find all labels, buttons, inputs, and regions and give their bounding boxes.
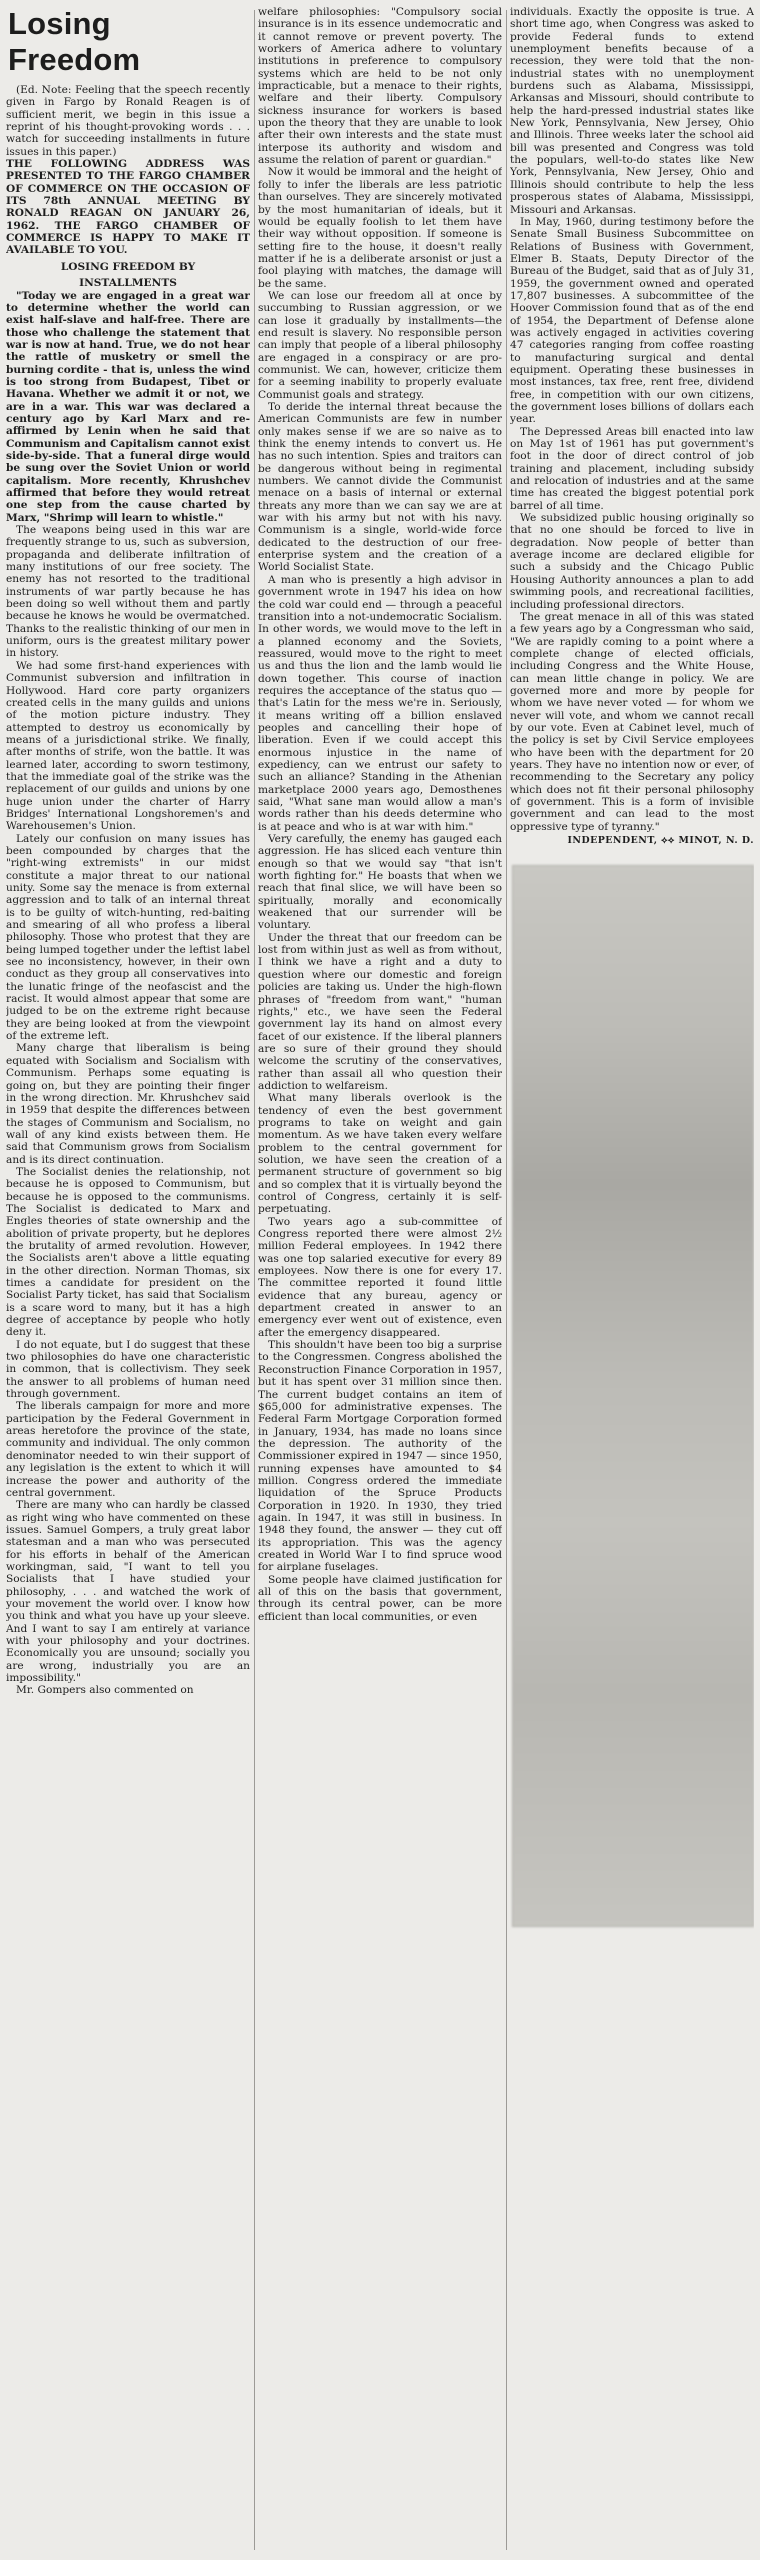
body-paragraph: The Depressed Areas bill enacted into law on May 1st of 1961 has put government's foot in the door of direct control of job training and placement, including subsidy and relocation of industries and at the same time has created the biggest potential pork barrel of all time.: [510, 425, 754, 512]
headline: Losing Freedom: [8, 6, 141, 77]
body-paragraph: Lately our confusion on many issues has been compounded by charges that the "right-wing extremists" in our midst constitute a major threat to our national unity. Some say the menace is from external aggression and to talk of an internal threat is to be guilty of witch-hunting, red-baiting and smearing of all who profess a liberal philosophy. Those who protest that they are being lumped together under the leftist label see no inconsistency, however, in their own conduct as they group all conservatives into the lunatic fringe of the neofascist and the racist. It would almost appear that some are judged to be on the extreme right because they are being looked at from the viewpoint of the extreme left.: [6, 832, 250, 1043]
body-paragraph: Now it would be immoral and the height of folly to infer the liberals are less patriotic than ourselves. They are sincerely motivated by the most humanitarian of ideals, but it would be equally foolish to let them have their way without opposition. If someone is setting fire to the house, it doesn't really matter if he is a deliberate arsonist or just a fool playing with matches, the damage will be the same.: [258, 166, 502, 290]
preamble: THE FOLLOWING ADDRESS WAS PRESENTED TO THE FARGO CHAMBER OF COMMERCE ON THE OCCASION OF ITS 78th ANNUAL MEETING BY RONALD REAGAN ON JANUARY 26, 1962. THE FARGO CHAMBER OF COMMERCE IS HAPPY TO MAKE IT AVAILABLE TO YOU.: [6, 158, 250, 257]
body-paragraph: We subsidized public housing originally so that no one should be forced to live in degradation. Now people of better than average income are declared eligible for such a subsidy and the Chicago Public Housing Authority announces a plan to add swimming pools, and recreational facilities, including professional directors.: [510, 512, 754, 611]
body-paragraph: Many charge that liberalism is being equated with Socialism and Socialism with Communism. Perhaps some equating is going on, but they are pointing their finger in the wrong direction. Mr. Khrushchev said in 1959 that despite the differences between the stages of Communism and Socialism, no wall of any kind exists between them. He said that Communism grows from Socialism and is its direct continuation.: [6, 1042, 250, 1166]
subhead-line-1: LOSING FREEDOM BY: [60, 260, 196, 273]
body-paragraph: welfare philosophies: "Compulsory social insurance is in its essence undemocratic and it cannot remove or prevent poverty. The workers of America adhere to voluntary institutions in preference to compulsory systems which are held to be not only impracticable, but a menace to their rights, welfare and their liberty. Compulsory sickness insurance for workers is based upon the theory that they are unable to look after their own interests and the state must interpose its authority and wisdom and assume the relation of parent or guardian.": [258, 6, 502, 167]
body-paragraph: We can lose our freedom all at once by succumbing to Russian aggression, or we can lose it gradually by installments—the end result is slavery. No responsible person can imply that people of a liberal philosophy are engaged in a conspiracy or are pro-communist. We can, however, criticize them for a seeming inability to properly evaluate Communist goals and strategy.: [258, 289, 502, 401]
body-paragraph: Very carefully, the enemy has gauged each aggression. He has sliced each venture thin enough so that we would say "that isn't worth fighting for." He boasts that when we reach that final slice, we will have been so spiritually, morally and economically weakened that our surrender will be voluntary.: [258, 833, 502, 932]
body-paragraph: The weapons being used in this war are frequently strange to us, such as subversion, propaganda and deliberate infiltration of many institutions of our free society. The enemy has not resorted to the traditional instruments of war partly because he has been doing so well without them and partly because he knows he would be overmatched. Thanks to the realistic thinking of our men in uniform, ours is the greatest military power in history.: [6, 524, 250, 660]
body-paragraph: I do not equate, but I do suggest that these two philosophies do have one characteristic in common, that is collectivism. They seek the answer to all problems of human need through government.: [6, 1338, 250, 1401]
subhead-line-2: INSTALLMENTS: [79, 277, 177, 290]
body-paragraph: The Socialist denies the relationship, not because he is opposed to Communism, but because he is opposed to the communisms. The Socialist is dedicated to Marx and Engles theories of state ownership and the abolition of private property, but he deplores the brutality of armed revolution. However, the Socialists aren't above a little equating in the other direction. Norman Thomas, six times a candidate for president on the Socialist Party ticket, has said that Socialism is a scare word to many, but it has a high degree of acceptance by people who hotly deny it.: [6, 1165, 250, 1339]
body-paragraph: This shouldn't have been too big a surprise to the Congressmen. Congress abolished the Reconstruction Finance Corporation in 1957, but it has spent over 31 million since then. The current budget contains an item of $65,000 for administrative expenses. The Federal Farm Mortgage Corporation formed in January, 1934, has made no loans since the depression. The authority of the Commissioner expired in 1947 — since 1950, running expenses have amounted to $4 million. Congress ordered the immediate liquidation of the Spruce Products Corporation in 1920. In 1930, they tried again. In 1947, it was still in business. In 1948 they found, the answer — they cut off its appropriation. This was the agency created in World War I to find spruce wood for airplane fuselages.: [258, 1339, 502, 1574]
article-column-1: [6, 6, 250, 2554]
body-paragraph: To deride the internal threat because the American Communists are few in number only makes sense if we are so naive as to think the enemy intends to convert us. He has no such intention. Spies and traitors can be dangerous without being in regimental numbers. We cannot divide the Communist menace on a basis of internal or external threats any more than we can say we are at war with his army but not with his navy. Communism is a single, world-wide force dedicated to the destruction of our free-enterprise system and the creation of a World Socialist State.: [258, 401, 502, 574]
body-paragraph: The great menace in all of this was stated a few years ago by a Congressman who said, "We are rapidly coming to a point where a complete change of elected officials, including Congress and the White House, can mean little change in policy. We are governed more and more by people for whom we have never voted — for whom we never will vote, and whom we cannot recall by our vote. Even at Cabinet level, much of the policy is set by Civil Service employees who have been with the department for 20 years. They have no intention now or ever, of recommending to the Secretary any policy which does not fit their personal philosophy of government. This is a form of invisible government and can lead to the most oppressive type of tyranny.": [510, 610, 754, 833]
body-paragraph: The liberals campaign for more and more participation by the Federal Government in areas heretofore the province of the state, community and individual. The only common denominator needed to win their support of any legislation is the extent to which it will increase the power and authority of the central government.: [6, 1400, 250, 1499]
source-signoff: INDEPENDENT, ⟡⟡ MINOT, N. D.: [567, 835, 754, 847]
body-paragraph: What many liberals overlook is the tendency of even the best government programs to take on weight and gain momentum. As we have taken every welfare problem to the central government for solution, we have seen the creation of a permanent structure of government so big and so complex that it is virtually beyond the control of Congress, certainly it is self-perpetuating.: [258, 1092, 502, 1216]
body-paragraph: "Today we are engaged in a great war to determine whether the world can exist half-slave and half-free. There are those who challenge the statement that war is now at hand. True, we do not hear the rattle of musketry or smell the burning cordite - that is, unless the wind is too strong from Budapest, Tibet or Havana. Whether we admit it or not, we are in a war. This war was declared a century ago by Karl Marx and re-affirmed by Lenin when he said that Communism and Capitalism cannot exist side-by-side. That a funeral dirge would be sung over the Soviet Union or world capitalism. More recently, Khrushchev affirmed that before they would retreat one step from the cause charted by Marx, "Shrimp will learn to whistle.": [6, 289, 250, 524]
body-paragraph: In May, 1960, during testimony before the Senate Small Business Subcommittee on Relations of Business with Government, Elmer B. Staats, Deputy Director of the Bureau of the Budget, said that as of July 31, 1959, the government owned and operated 17,807 businesses. A subcommittee of the Hoover Commission found that as of the end of 1954, the Department of Defense alone was actively engaged in activities covering 47 categories ranging from coffee roasting to manufacturing surgical and dental equipment. Operating these businesses in most instances, tax free, rent free, dividend free, in competition with our own citizens, the government loses billions of dollars each year.: [510, 215, 754, 426]
body-paragraph: Mr. Gompers also commented on: [16, 1684, 194, 1697]
body-paragraph: There are many who can hardly be classed as right wing who have commented on these issues. Samuel Gompers, a truly great labor statesman and a man who was persecuted for his efforts in behalf of the American workingman, said, "I want to tell you Socialists that I have studied your philosophy, . . . and watched the work of your movement the world over. I know how you think and what you have up your sleeve. And I want to say I am entirely at variance with your philosophy and your doctrines. Economically you are unsound; socially you are wrong, industrially you are an impossibility.": [6, 1499, 250, 1684]
body-paragraph: A man who is presently a high advisor in government wrote in 1947 his idea on how the cold war could end — through a peaceful transition into a not-undemocratic Socialism. In other words, we would move to the left in a planned economy and the Soviets, reassured, would move to the right to meet us and thus the lion and the lamb would lie down together. This course of inaction requires the acceptance of the status quo — that's Latin for the mess we're in. Seriously, it means writing off a billion enslaved peoples and cancelling their hope of liberation. Even if we could accept this enormous injustice in the name of expediency, can we entrust our safety to such an alliance? Standing in the Athenian marketplace 2000 years ago, Demosthenes said, "What sane man would allow a man's words rather than his deeds determine who is at peace and who is at war with him.": [258, 573, 502, 833]
body-paragraph: We had some first-hand experiences with Communist subversion and infiltration in Hollywood. Hard core party organizers created cells in the many guilds and unions of the motion picture industry. They attempted to destroy us economically by means of a jurisdictional strike. We finally, after months of strife, won the battle. It was learned later, according to sworn testimony, that the immediate goal of the strike was the replacement of our guilds and unions by one huge union under the charter of Harry Bridges' International Longshoremen's and Warehousemen's Union.: [6, 659, 250, 833]
article-column-3: [510, 6, 754, 2554]
column-rule: [502, 6, 510, 2554]
blurred-photo-region: [512, 865, 754, 1927]
body-paragraph: Some people have claimed justification for all of this on the basis that government, through its central power, can be more efficient than local communities, or even: [258, 1573, 502, 1623]
article-columns: [6, 6, 754, 2554]
body-paragraph: individuals. Exactly the opposite is true. A short time ago, when Congress was asked to provide Federal funds to extend unemployment benefits because of a recession, they were told that the non-industrial states with no unemployment burdens such as Alabama, Mississippi, Arkansas and Missouri, should contribute to help the hard-pressed industrial states like New York, Pennsylvania, New Jersey, Ohio and Illinois. Three weeks later the school aid bill was presented and Congress was told the populars, well-to-do states like New York, Pennsylvania, New Jersey, Ohio and Illinois should contribute to help the less prosperous states of Alabama, Mississippi, Missouri and Arkansas.: [510, 6, 754, 216]
body-paragraph: Under the threat that our freedom can be lost from within just as well as from without, I think we have a right and a duty to question where our domestic and foreign policies are taking us. Under the high-flown phrases of "freedom from want," "human rights," etc., we have seen the Federal government lay its hand on almost every facet of our existence. If the liberal planners are so sure of their ground they should welcome the scrutiny of the conservatives, rather than assail all who question their addiction to welfareism.: [258, 931, 502, 1092]
body-paragraph: Two years ago a sub-committee of Congress reported there were almost 2½ million Federal employees. In 1942 there was one top salaried executive for every 89 employees. Now there is one for every 17. The committee reported it found little evidence that any bureau, agency or department created in answer to an emergency ever went out of existence, even after the emergency disappeared.: [258, 1215, 502, 1339]
article-column-2: [258, 6, 502, 2554]
column-rule: [250, 6, 258, 2554]
editor-note: (Ed. Note: Feeling that the speech recently given in Fargo by Ronald Reagen is of sufficient merit, we begin in this issue a reprint of his thought-provoking words . . . watch for succeeding installments in future issues in this paper.): [6, 84, 250, 158]
